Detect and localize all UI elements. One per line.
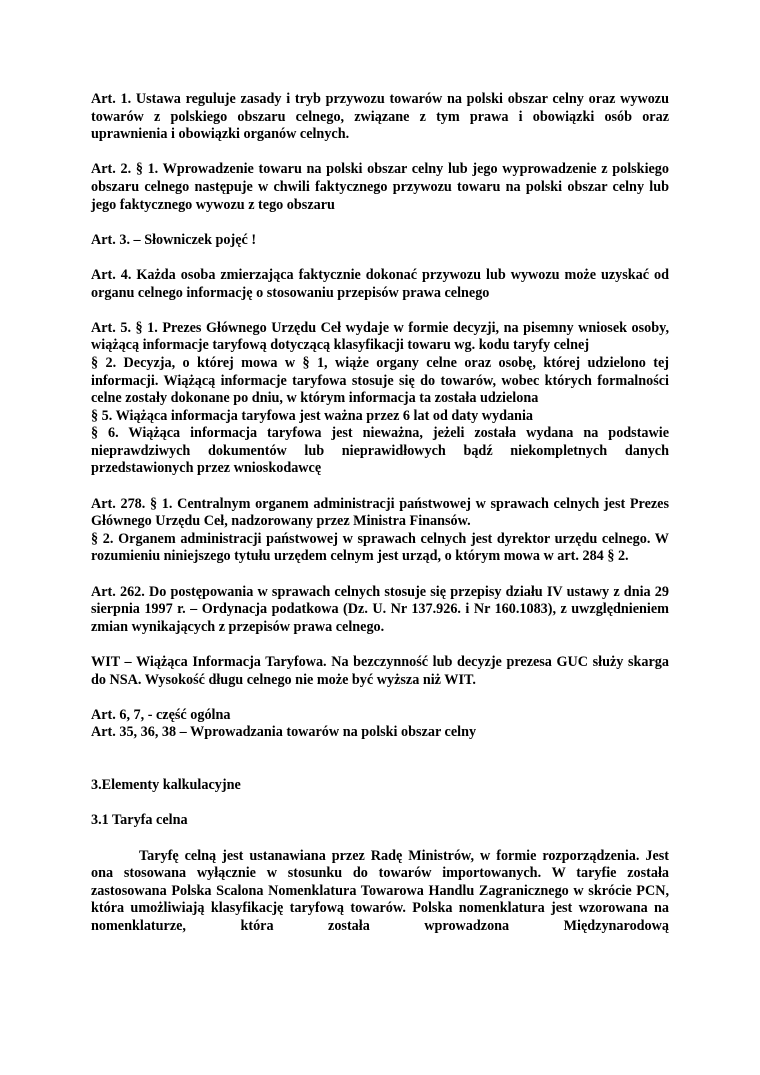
article-2: Art. 2. § 1. Wprowadzenie towaru na polski obszar celny lub jego wyprowadzenie z polskiego obszaru celnego następuje w chwili faktycznego przywozu towaru na polski obszar celny lub jego faktycznego wywozu z tego obszaru xyxy=(91,161,669,213)
article-5-para-6: § 6. Wiążąca informacja taryfowa jest nieważna, jeżeli została wydana na podstawie nieprawdziwych dokumentów lub nieprawidłowych bądź niekompletnych danych przedstawionych przez wnioskodawcę xyxy=(91,425,669,477)
article-5-para-5: § 5. Wiążąca informacja taryfowa jest ważna przez 6 lat od daty wydania xyxy=(91,407,533,424)
wit-note: WIT – Wiążąca Informacja Taryfowa. Na bezczynność lub decyzje prezesa GUC służy skarga do NSA. Wysokość długu celnego nie może być wyższa niż WIT. xyxy=(91,654,669,688)
article-5-para-2: § 2. Decyzja, o której mowa w § 1, wiąże organy celne oraz osobę, której udzielono tej informacji. Wiążącą informacje taryfowa stosuje się do towarów, wobec których formalności celne zostały dokonane po dniu, w którym informacja ta została udzielona xyxy=(91,354,669,407)
article-278-para-2: § 2. Organem administracji państwowej w sprawach celnych jest dyrektor urzędu celnego. W rozumieniu niniejszego tytułu urzędem celnym jest urząd, o którym mowa w art. 284 § 2. xyxy=(91,530,669,565)
article-refs-block xyxy=(91,707,669,742)
taryfa-paragraph: Taryfę celną jest ustanawiana przez Radę Ministrów, w formie rozporządzenia. Jest ona stosowana wyłącznie w stosunku do towarów importowanych. W taryfie została zastosowana Polska Scalona Nomenklatura Towarowa Handlu Zagranicznego w skrócie PCN, która umożliwiają klasyfikację taryfową towarów. Polska nomenklatura jest wzorowana na nomenklaturze, która została wprowadzona Międzynarodową xyxy=(91,847,669,934)
article-262: Art. 262. Do postępowania w sprawach celnych stosuje się przepisy działu IV ustawy z dnia 29 sierpnia 1997 r. – Ordynacja podatkowa (Dz. U. Nr 137.926. i Nr 160.1083), z uwzględnieniem zmian wynikających z przepisów prawa celnego. xyxy=(91,583,669,635)
article-5-block xyxy=(91,320,669,478)
article-5-para-1: Art. 5. § 1. Prezes Głównego Urzędu Ceł wydaje w formie decyzji, na pisemny wniosek osoby, wiążącą informacje taryfową dotyczącą klasyfikacji towaru wg. kodu taryfy celnej xyxy=(91,319,669,354)
spacer xyxy=(91,760,669,778)
article-6-ref: Art. 6, 7, - część ogólna xyxy=(91,706,231,723)
document-page xyxy=(91,91,669,953)
article-278-block xyxy=(91,496,669,566)
article-278-para-1: Art. 278. § 1. Centralnym organem administracji państwowej w sprawach celnych jest Prezes Głównego Urzędu Ceł, nadzorowany przez Ministra Finansów. xyxy=(91,495,669,530)
article-3: Art. 3. – Słowniczek pojęć ! xyxy=(91,231,257,248)
article-35-ref: Art. 35, 36, 38 – Wprowadzania towarów na polski obszar celny xyxy=(91,724,477,741)
section-heading-3-1: 3.1 Taryfa celna xyxy=(91,812,188,829)
article-4: Art. 4. Każda osoba zmierzająca faktycznie dokonać przywozu lub wywozu może uzyskać od organu celnego informację o stosowaniu przepisów prawa celnego xyxy=(91,266,669,301)
section-heading-3: 3.Elementy kalkulacyjne xyxy=(91,777,241,794)
article-1: Art. 1. Ustawa reguluje zasady i tryb przywozu towarów na polski obszar celny oraz wywozu towarów z polskiego obszaru celnego, związane z tym prawa i obowiązki osób oraz uprawnienia i obowiązki organów celnych. xyxy=(91,91,669,143)
